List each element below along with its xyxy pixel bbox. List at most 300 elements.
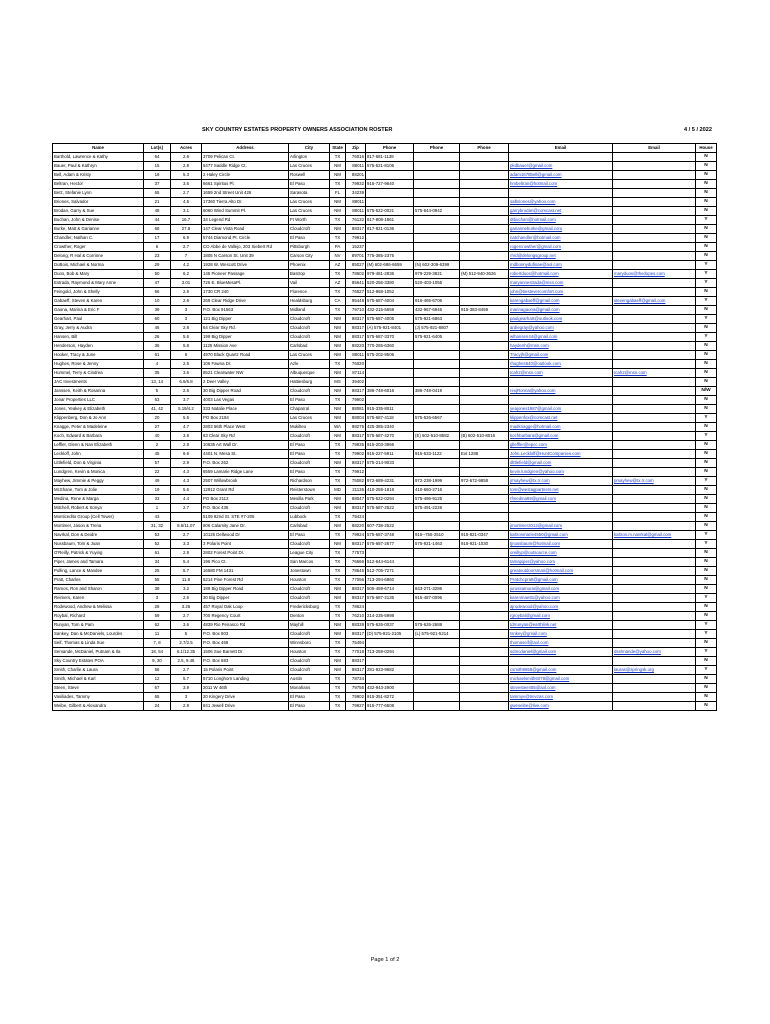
zip-cell: 78734 xyxy=(346,675,366,684)
address-cell: P.O. Box 436 xyxy=(202,504,289,513)
phone-cell: 915-777-6508 xyxy=(366,702,414,711)
phone-cell xyxy=(460,153,509,162)
column-header: State xyxy=(330,144,346,153)
table-row xyxy=(53,639,717,648)
phone-cell xyxy=(460,495,509,504)
name-cell: Estrada, Raymond & Mary Anne xyxy=(53,279,144,288)
name-cell: Hooker, Tracy & June xyxy=(53,351,144,360)
address-cell: P.O. Box 683 xyxy=(202,657,289,666)
acres-cell: 5.3 xyxy=(171,171,202,180)
email-cell xyxy=(613,441,696,450)
table-row xyxy=(53,468,717,477)
table-row xyxy=(53,450,717,459)
phone-cell xyxy=(414,243,460,252)
acres-cell: 4.3 xyxy=(171,468,202,477)
email-cell: salbriones@yahoo.com xyxy=(509,198,613,207)
city-cell: Healdsburg xyxy=(289,297,330,306)
name-cell: Crowther, Roger xyxy=(53,243,144,252)
name-cell: Jones, Yeakey & Elizabeth xyxy=(53,405,144,414)
email-cell: sdmcdaniel@gmail.com xyxy=(509,648,613,657)
phone-cell: 575-687-3748 xyxy=(366,531,414,540)
phone-cell: 915-335-8011 xyxy=(366,405,414,414)
phone-cell xyxy=(460,324,509,333)
phone-cell: 916-465-6706 xyxy=(414,297,460,306)
email-cell: garrybrodan@comcast.net xyxy=(509,207,613,216)
address-cell: 457 Royal Oak Loop xyxy=(202,603,289,612)
email-cell: paulgearhart@outlook.com xyxy=(509,315,613,324)
table-row xyxy=(53,225,717,234)
name-cell: DuBois, Michael & Norma xyxy=(53,261,144,270)
email-cell xyxy=(613,513,696,522)
city-cell: Carson City xyxy=(289,252,330,261)
email-cell xyxy=(613,171,696,180)
acres-cell: 6.2 xyxy=(171,270,202,279)
city-cell: Las Cruces xyxy=(289,207,330,216)
phone-cell: 575-687-4005 xyxy=(366,315,414,324)
phone-cell: (J) 575-921-8807 xyxy=(414,324,460,333)
name-cell: Lundgren, Kevin & Monica xyxy=(53,468,144,477)
city-cell: Cloudcroft xyxy=(289,630,330,639)
acres-cell: 2.8 xyxy=(171,324,202,333)
city-cell: Winnsboro xyxy=(289,639,330,648)
acres-cell: 6.6/6.8 xyxy=(171,378,202,387)
address-cell: 269 Clear Ridge Drive xyxy=(202,297,289,306)
email-cell: tcah2@msn.com xyxy=(509,369,613,378)
phone-cell: 770-265-6360 xyxy=(366,342,414,351)
lot-cell: 21 xyxy=(144,198,171,207)
phone-cell xyxy=(414,234,460,243)
state-cell: NM xyxy=(330,414,346,423)
table-row xyxy=(53,522,717,531)
lot-cell: 9, 30 xyxy=(144,657,171,666)
roster-date: 4 / 5 / 2022 xyxy=(684,127,712,133)
state-cell: NM xyxy=(330,504,346,513)
name-cell: Pratt, Charles xyxy=(53,576,144,585)
zip-cell: 79424 xyxy=(346,513,366,522)
address-cell: 4970 Black Quartz Road xyxy=(202,351,289,360)
column-header: Email xyxy=(509,144,613,153)
phone-cell xyxy=(460,387,509,396)
phone-cell xyxy=(460,216,509,225)
phone-cell xyxy=(366,198,414,207)
phone-cell: 575-687-2135 xyxy=(366,594,414,603)
zip-cell: 87114 xyxy=(346,369,366,378)
zip-cell: 79902 xyxy=(346,450,366,459)
phone-cell: Ext 1288 xyxy=(460,450,509,459)
zip-cell: 88317 xyxy=(346,540,366,549)
state-cell: NM xyxy=(330,405,346,414)
phone-cell xyxy=(460,243,509,252)
phone-cell xyxy=(460,189,509,198)
zip-cell: 21136 xyxy=(346,486,366,495)
name-cell: Gaona, Marina & Eric F xyxy=(53,306,144,315)
address-cell: 121 Big Dipper xyxy=(202,315,289,324)
address-cell: 20 Kingery Drive xyxy=(202,693,289,702)
state-cell: TX xyxy=(330,477,346,486)
acres-cell: 3 xyxy=(171,693,202,702)
address-cell: 2 Deer Valley xyxy=(202,378,289,387)
state-cell: NM xyxy=(330,621,346,630)
house-cell: N xyxy=(696,495,717,504)
name-cell: Hansen, Bill xyxy=(53,333,144,342)
zip-cell: 76132 xyxy=(346,216,366,225)
state-cell: NM xyxy=(330,198,346,207)
phone-cell: 575-687-2522 xyxy=(366,504,414,513)
lot-cell: 59 xyxy=(144,612,171,621)
address-cell: 1928 W. Wescott Drive xyxy=(202,261,289,270)
email-cell: tamapiper@yahoo.com xyxy=(509,558,613,567)
email-cell xyxy=(613,252,696,261)
name-cell: Sky Country Estates POA xyxy=(53,657,144,666)
city-cell: Cloudcroft xyxy=(289,225,330,234)
lot-cell: 67 xyxy=(144,684,171,693)
email-cell: ardiegray@yahoo.com xyxy=(509,324,613,333)
city-cell: Azle xyxy=(289,360,330,369)
address-cell: 106 Fawna Dr. xyxy=(202,360,289,369)
phone-cell xyxy=(414,198,460,207)
lot-cell: 38 xyxy=(144,585,171,594)
phone-cell: 713-259-0294 xyxy=(366,648,414,657)
table-row xyxy=(53,441,717,450)
name-cell: Polling, Lance & Mandee xyxy=(53,567,144,576)
phone-cell: 432-215-5659 xyxy=(366,306,414,315)
address-cell: 6559 Lamarie Ridge Lane xyxy=(202,468,289,477)
phone-cell xyxy=(366,639,414,648)
phone-cell: 520-403-1055 xyxy=(414,279,460,288)
table-row xyxy=(53,702,717,711)
phone-cell xyxy=(414,522,460,531)
house-cell: N xyxy=(696,513,717,522)
zip-cell: 79927 xyxy=(346,702,366,711)
acres-cell: 2.6 xyxy=(171,297,202,306)
email-cell xyxy=(613,558,696,567)
acres-cell: 5 xyxy=(171,630,202,639)
phone-cell xyxy=(414,702,460,711)
state-cell: TX xyxy=(330,603,346,612)
address-cell: 1506 Sue Barnett Dr. xyxy=(202,648,289,657)
city-cell: El Paso xyxy=(289,234,330,243)
house-cell: N xyxy=(696,450,717,459)
lot-cell: 17 xyxy=(144,234,171,243)
phone-cell: 915-203-3966 xyxy=(366,441,414,450)
address-cell: 4401 N. Mesa St. xyxy=(202,450,289,459)
city-cell: Richardson xyxy=(289,477,330,486)
lot-cell: 10 xyxy=(144,297,171,306)
phone-cell: 575-626-2688 xyxy=(414,621,460,630)
address-cell: 2011 W 46th xyxy=(202,684,289,693)
phone-cell xyxy=(460,180,509,189)
phone-cell xyxy=(366,243,414,252)
city-cell: Albuquerque xyxy=(289,369,330,378)
email-cell xyxy=(613,522,696,531)
phone-cell xyxy=(414,576,460,585)
city-cell: Cloudcroft xyxy=(289,585,330,594)
city-cell: Chaparral xyxy=(289,405,330,414)
phone-cell xyxy=(366,513,414,522)
lot-cell: 1 xyxy=(144,504,171,513)
phone-cell: 512-644-6144 xyxy=(366,558,414,567)
table-row xyxy=(53,576,717,585)
name-cell: Beltran, Hector xyxy=(53,180,144,189)
email-cell: john@bestevercomfort.com xyxy=(509,288,613,297)
zip-cell: 34239 xyxy=(346,189,366,198)
address-cell: 34 Legend Rd xyxy=(202,216,289,225)
state-cell: NM xyxy=(330,162,346,171)
state-cell: TX xyxy=(330,576,346,585)
email-cell: hmbeltran@hotmail.com xyxy=(509,180,613,189)
lot-cell: 45 xyxy=(144,450,171,459)
email-cell: maryduos@thedupes.com xyxy=(613,270,696,279)
address-cell: 30 Big Dipper xyxy=(202,594,289,603)
house-cell: N xyxy=(696,549,717,558)
phone-cell: 410-259-1818 xyxy=(366,486,414,495)
phone-cell xyxy=(414,180,460,189)
acres-cell: 11.8 xyxy=(171,576,202,585)
address-cell: 2507 Willowbrook xyxy=(202,477,289,486)
lot-cell: 39 xyxy=(144,306,171,315)
email-cell: stevesteen55@aol.com xyxy=(509,684,613,693)
email-cell: kaltron.m.navrkal@gmail.com xyxy=(613,531,696,540)
zip-cell: 88004 xyxy=(346,414,366,423)
address-cell: 700 Regency Court xyxy=(202,612,289,621)
zip-cell: 79935 xyxy=(346,441,366,450)
email-cell xyxy=(613,162,696,171)
email-cell: kaltronmarie4550@gmail.com xyxy=(509,531,613,540)
name-cell: Semande, McDaniel, Putnam & Ila xyxy=(53,648,144,657)
phone-cell: 575-491-2228 xyxy=(414,504,460,513)
state-cell: NM xyxy=(330,171,346,180)
phone-cell: 512-705-7271 xyxy=(366,567,414,576)
name-cell: Gearhart, Paul xyxy=(53,315,144,324)
house-cell: N xyxy=(696,171,717,180)
phone-cell xyxy=(366,234,414,243)
email-cell: rfmedina89@gmail.com xyxy=(509,495,613,504)
phone-cell xyxy=(366,549,414,558)
table-row xyxy=(53,405,717,414)
phone-cell: 775-385-2375 xyxy=(366,252,414,261)
lot-cell: 33 xyxy=(144,495,171,504)
acres-cell: 4.3 xyxy=(171,477,202,486)
phone-cell xyxy=(460,252,509,261)
table-row xyxy=(53,612,717,621)
zip-cell: 88317 xyxy=(346,432,366,441)
phone-cell xyxy=(414,666,460,675)
state-cell: TX xyxy=(330,468,346,477)
city-cell: Cloudcroft xyxy=(289,594,330,603)
acres-cell: 5.6 xyxy=(171,333,202,342)
address-cell: 6060 Wind Summit Pl. xyxy=(202,207,289,216)
name-cell: Gray, Jerry & Audra xyxy=(53,324,144,333)
phone-cell: 575-687-3370 xyxy=(366,333,414,342)
city-cell: Monahans xyxy=(289,684,330,693)
acres-cell: 3.8 xyxy=(171,432,202,441)
phone-cell xyxy=(460,648,509,657)
phone-cell xyxy=(460,684,509,693)
email-cell xyxy=(613,207,696,216)
email-cell: greatoutdoorsman@hotmail.com xyxy=(509,567,613,576)
table-row xyxy=(53,297,717,306)
acres-cell: 2.7 xyxy=(171,531,202,540)
zip-cell: 89701 xyxy=(346,252,366,261)
phone-cell xyxy=(414,648,460,657)
acres-cell: 2.7/2.5 xyxy=(171,639,202,648)
house-cell: N xyxy=(696,342,717,351)
zip-cell: 79912 xyxy=(346,468,366,477)
acres-cell: 4.2 xyxy=(171,261,202,270)
phone-cell xyxy=(460,414,509,423)
state-cell: NM xyxy=(330,540,346,549)
email-cell xyxy=(613,351,696,360)
email-cell xyxy=(613,576,696,585)
address-cell: 199 Big Dipper xyxy=(202,333,289,342)
email-cell: haydenh@msn.com xyxy=(509,342,613,351)
table-row xyxy=(53,495,717,504)
phone-cell xyxy=(414,693,460,702)
table-row xyxy=(53,531,717,540)
phone-cell xyxy=(414,189,460,198)
house-cell: N xyxy=(696,486,717,495)
city-cell: Las Cruces xyxy=(289,414,330,423)
phone-cell xyxy=(460,567,509,576)
phone-cell xyxy=(460,342,509,351)
acres-cell: 8.6/11.07 xyxy=(171,522,202,531)
house-cell: N xyxy=(696,684,717,693)
address-cell: 726 E. BlueMesaPl. xyxy=(202,279,289,288)
name-cell: Roybal, Richard xyxy=(53,612,144,621)
address-cell: PO Box 2112 xyxy=(202,495,289,504)
address-cell: CO Abbe de Vallejo, 203 Siebert Rd xyxy=(202,243,289,252)
lot-cell: 61 xyxy=(144,351,171,360)
address-cell: 64 Clear Sky Rd. xyxy=(202,324,289,333)
phone-cell xyxy=(460,315,509,324)
house-cell: N xyxy=(696,657,717,666)
zip-cell: 88317 xyxy=(346,666,366,675)
email-cell xyxy=(613,423,696,432)
acres-cell: 9.6 xyxy=(171,450,202,459)
table-row xyxy=(53,558,717,567)
name-cell: Delong, R Hal & Corrinne xyxy=(53,252,144,261)
state-cell: FL xyxy=(330,189,346,198)
email-cell xyxy=(613,315,696,324)
phone-cell: (L) 575-921-5214 xyxy=(414,630,460,639)
house-cell: Y xyxy=(696,621,717,630)
phone-cell xyxy=(366,360,414,369)
phone-cell: 575-526-6567 xyxy=(414,414,460,423)
column-header: City xyxy=(289,144,330,153)
acres-cell: 3.9 xyxy=(171,684,202,693)
state-cell: TX xyxy=(330,567,346,576)
table-row xyxy=(53,459,717,468)
state-cell: TX xyxy=(330,216,346,225)
state-cell: TX xyxy=(330,558,346,567)
email-cell xyxy=(613,657,696,666)
lot-cell: 5 xyxy=(144,387,171,396)
phone-cell xyxy=(414,405,460,414)
name-cell: Mayhew, Jimmie & Peggy xyxy=(53,477,144,486)
phone-cell xyxy=(366,603,414,612)
email-cell: lauras@springsk.org xyxy=(613,666,696,675)
phone-cell: 713-294-6860 xyxy=(366,576,414,585)
state-cell: NM xyxy=(330,522,346,531)
phone-cell xyxy=(366,189,414,198)
acres-cell: 3.2 xyxy=(171,585,202,594)
email-cell xyxy=(613,432,696,441)
table-row xyxy=(53,603,717,612)
table-row xyxy=(53,414,717,423)
address-cell: 5710 Longhorn Landing xyxy=(202,675,289,684)
table-row xyxy=(53,549,717,558)
roster-page xyxy=(52,126,716,711)
state-cell: TX xyxy=(330,153,346,162)
email-cell xyxy=(613,216,696,225)
acres-cell xyxy=(171,513,202,522)
email-cell: rexjRonna@yahoo.com xyxy=(509,387,613,396)
phone-cell: (B) 602-510-8016 xyxy=(460,432,509,441)
table-row xyxy=(53,189,717,198)
email-cell: rhrd@delongsgroup.net xyxy=(509,252,613,261)
state-cell: NM xyxy=(330,324,346,333)
lot-cell: 16 xyxy=(144,171,171,180)
acres-cell: 3.3 xyxy=(171,540,202,549)
house-cell: N xyxy=(696,369,717,378)
phone-cell xyxy=(460,639,509,648)
phone-cell xyxy=(366,468,414,477)
state-cell: NM xyxy=(330,630,346,639)
phone-cell xyxy=(460,702,509,711)
zip-cell: 79756 xyxy=(346,684,366,693)
email-cell: jmortimer2012@gmail.com xyxy=(509,522,613,531)
house-cell: N xyxy=(696,459,717,468)
email-cell: John.Leckloff@HuntCompanies.com xyxy=(509,450,613,459)
zip-cell: 78624 xyxy=(346,603,366,612)
state-cell: TX xyxy=(330,270,346,279)
acres-cell: 3.6 xyxy=(171,369,202,378)
state-cell: TX xyxy=(330,396,346,405)
email-cell xyxy=(613,414,696,423)
phone-cell xyxy=(460,549,509,558)
acres-cell: 2.7 xyxy=(171,504,202,513)
column-header: Acres xyxy=(171,144,202,153)
lot-cell: 61 xyxy=(144,549,171,558)
state-cell: MS xyxy=(330,378,346,387)
lot-cell: 66 xyxy=(144,288,171,297)
email-cell: gweseibe@live.com xyxy=(509,702,613,711)
phone-cell xyxy=(460,585,509,594)
lot-cell: 40 xyxy=(144,432,171,441)
address-cell: 30 Big Dipper Road xyxy=(202,387,289,396)
table-row xyxy=(53,387,717,396)
phone-cell: 972-238-1999 xyxy=(414,477,460,486)
address-cell: 6661 Spiritus Pl. xyxy=(202,180,289,189)
city-cell: Hattiesburg xyxy=(289,378,330,387)
email-cell: csmith9658@gmail.com xyxy=(509,666,613,675)
email-cell xyxy=(509,396,613,405)
name-cell: O'Reilly, Patrick & Yuying xyxy=(53,549,144,558)
lot-cell: 53 xyxy=(144,531,171,540)
phone-cell: 575-687-4004 xyxy=(366,297,414,306)
email-cell: stevengabaeff@gmail.com xyxy=(613,297,696,306)
table-row xyxy=(53,684,717,693)
phone-cell xyxy=(366,675,414,684)
name-cell: Leckloff, John xyxy=(53,450,144,459)
phone-cell xyxy=(460,612,509,621)
lot-cell: 22 xyxy=(144,468,171,477)
name-cell: Knagge, Peter & Madeleine xyxy=(53,423,144,432)
phone-cell xyxy=(460,369,509,378)
email-cell xyxy=(613,387,696,396)
acres-cell: 3.7 xyxy=(171,396,202,405)
email-cell: Tracyjh@gmail.com xyxy=(509,351,613,360)
